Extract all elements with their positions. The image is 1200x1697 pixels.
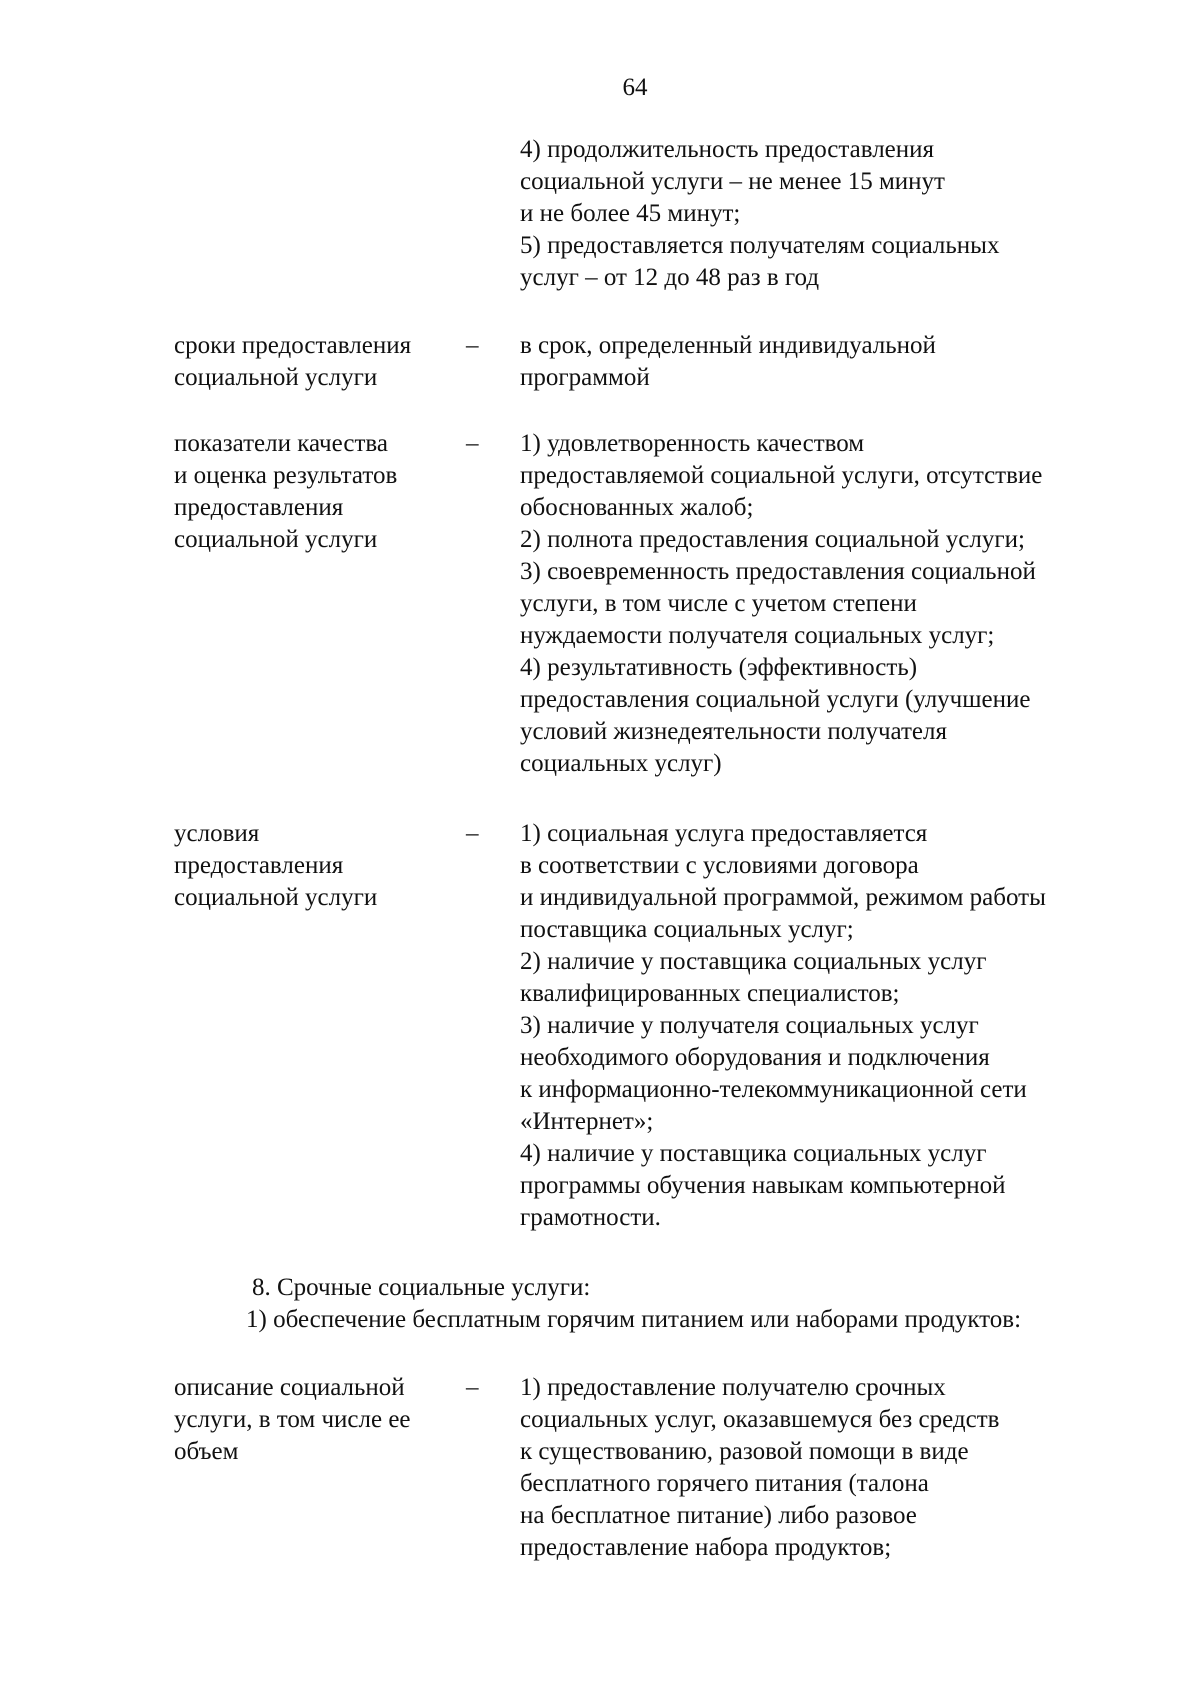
term-value: в срок, определенный индивидуальной bbox=[520, 332, 936, 359]
term-value: и индивидуальной программой, режимом работы bbox=[520, 884, 1046, 911]
section-subheading: 1) обеспечение бесплатным горячим питанием или наборами продуктов: bbox=[246, 1306, 1022, 1333]
term-value: предоставляемой социальной услуги, отсутствие bbox=[520, 462, 1043, 489]
term-value: предоставление набора продуктов; bbox=[520, 1534, 892, 1561]
section-heading: 8. Срочные социальные услуги: bbox=[252, 1274, 591, 1301]
term-value: к информационно-телекоммуникационной сети bbox=[520, 1076, 1027, 1103]
term-label: социальной услуги bbox=[174, 526, 378, 553]
term-value: программы обучения навыкам компьютерной bbox=[520, 1172, 1006, 1199]
term-value: 4) наличие у поставщика социальных услуг bbox=[520, 1140, 987, 1167]
term-dash: – bbox=[466, 332, 479, 359]
term-label: предоставления bbox=[174, 852, 344, 879]
term-value: грамотности. bbox=[520, 1204, 661, 1231]
intro-line: 4) продолжительность предоставления bbox=[520, 136, 935, 163]
term-value: социальных услуг) bbox=[520, 750, 722, 777]
term-value: условий жизнедеятельности получателя bbox=[520, 718, 947, 745]
term-value: социальных услуг, оказавшемуся без средств bbox=[520, 1406, 1000, 1433]
term-label: условия bbox=[174, 820, 260, 847]
term-label: социальной услуги bbox=[174, 364, 378, 391]
term-label: сроки предоставления bbox=[174, 332, 412, 359]
intro-line: социальной услуги – не менее 15 минут bbox=[520, 168, 945, 195]
term-value: 1) социальная услуга предоставляется bbox=[520, 820, 928, 847]
term-label: и оценка результатов bbox=[174, 462, 398, 489]
term-label: социальной услуги bbox=[174, 884, 378, 911]
term-dash: – bbox=[466, 1374, 479, 1401]
term-value: нуждаемости получателя социальных услуг; bbox=[520, 622, 995, 649]
term-dash: – bbox=[466, 820, 479, 847]
intro-line: и не более 45 минут; bbox=[520, 200, 741, 227]
term-value: бесплатного горячего питания (талона bbox=[520, 1470, 929, 1497]
term-label: услуги, в том числе ее bbox=[174, 1406, 411, 1433]
term-value: 2) наличие у поставщика социальных услуг bbox=[520, 948, 987, 975]
term-value: 2) полнота предоставления социальной услуги; bbox=[520, 526, 1025, 553]
term-value: услуги, в том числе с учетом степени bbox=[520, 590, 917, 617]
term-value: к существованию, разовой помощи в виде bbox=[520, 1438, 969, 1465]
term-value: необходимого оборудования и подключения bbox=[520, 1044, 990, 1071]
term-value: поставщика социальных услуг; bbox=[520, 916, 854, 943]
term-label: предоставления bbox=[174, 494, 344, 521]
term-value: 3) наличие у получателя социальных услуг bbox=[520, 1012, 979, 1039]
term-value: обоснованных жалоб; bbox=[520, 494, 754, 521]
intro-line: 5) предоставляется получателям социальных bbox=[520, 232, 1000, 259]
intro-line: услуг – от 12 до 48 раз в год bbox=[520, 264, 820, 291]
term-value: программой bbox=[520, 364, 650, 391]
term-value: квалифицированных специалистов; bbox=[520, 980, 900, 1007]
term-value: 3) своевременность предоставления социальной bbox=[520, 558, 1036, 585]
term-dash: – bbox=[466, 430, 479, 457]
term-value: на бесплатное питание) либо разовое bbox=[520, 1502, 917, 1529]
term-label: показатели качества bbox=[174, 430, 388, 457]
term-value: в соответствии с условиями договора bbox=[520, 852, 919, 879]
term-value: 4) результативность (эффективность) bbox=[520, 654, 918, 681]
term-value: 1) предоставление получателю срочных bbox=[520, 1374, 946, 1401]
term-label: объем bbox=[174, 1438, 239, 1465]
page-number: 64 bbox=[622, 74, 648, 101]
term-value: «Интернет»; bbox=[520, 1108, 654, 1135]
term-label: описание социальной bbox=[174, 1374, 405, 1401]
term-value: 1) удовлетворенность качеством bbox=[520, 430, 865, 457]
term-value: предоставления социальной услуги (улучшение bbox=[520, 686, 1031, 713]
